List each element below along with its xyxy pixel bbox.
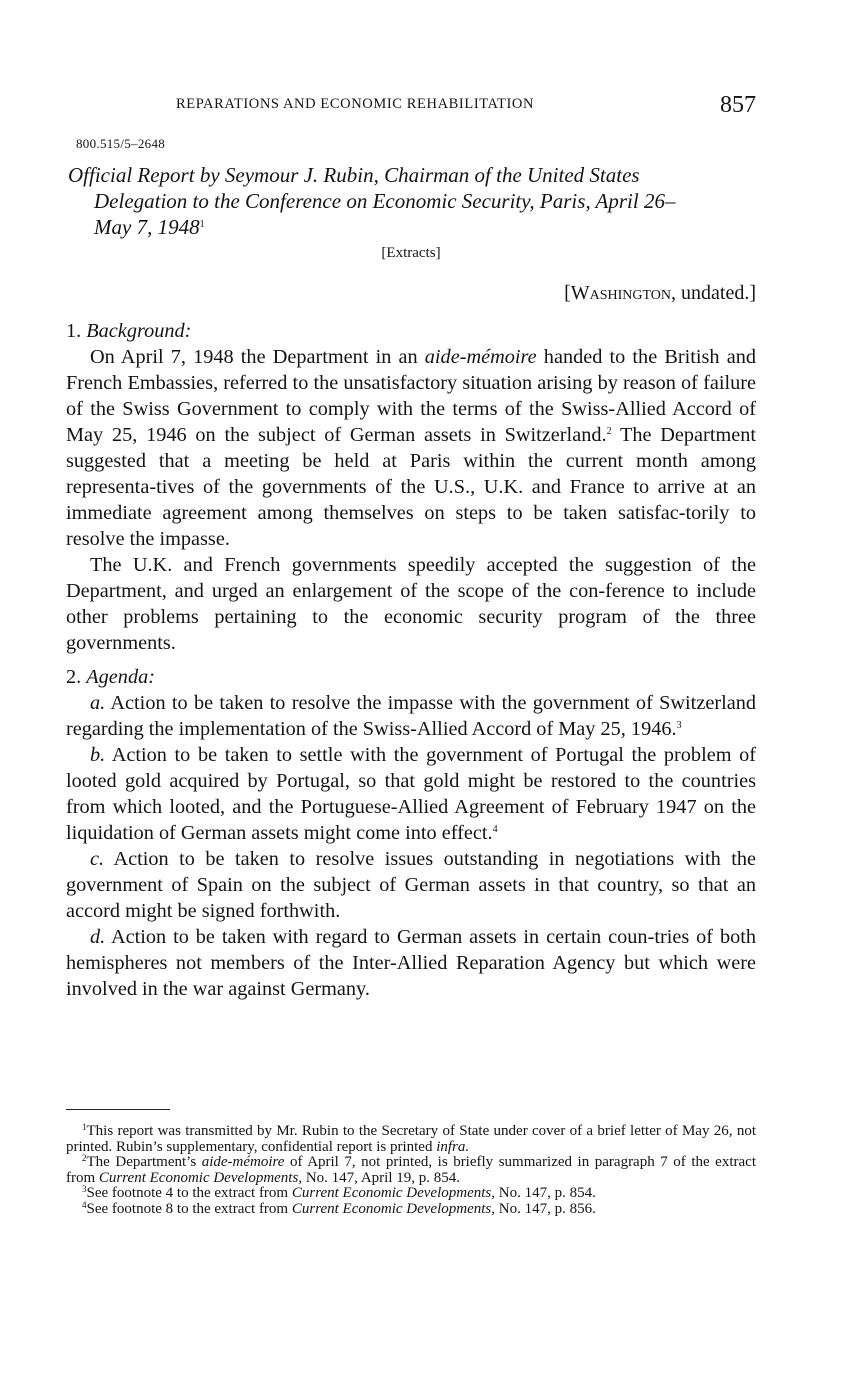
section-2-title: Agenda: xyxy=(86,666,155,688)
title-footnote-ref: 1 xyxy=(199,219,205,230)
agenda-item-c-text: Action to be taken to resolve issues outstanding in negotiations with the government of Spain on the subject of German assets in that country, so that an accord might be signed forthwith. xyxy=(66,848,756,922)
para1-text-a: On April 7, 1948 the Department in an xyxy=(90,346,425,368)
para1-text-c: The Department suggested that a meeting be held at Paris within the current month among representa-tives of the governments of the U.S., U.K. and France to arrive at an immediate agreement among themselves on steps to be taken satisfac-torily to resolve the impasse. xyxy=(66,424,757,550)
file-number: 800.515/5–2648 xyxy=(76,136,166,151)
footnote-2 xyxy=(66,1155,756,1186)
footnote-1 xyxy=(66,1124,756,1155)
running-title: REPARATIONS AND ECONOMIC REHABILITATION xyxy=(176,96,535,112)
section-2-number: 2. xyxy=(66,666,87,688)
agenda-item-b-footnote-ref: 4 xyxy=(492,824,498,835)
para1-footnote-ref: 2 xyxy=(606,426,612,437)
agenda-item-a-text: Action to be taken to resolve the impasse with the government of Switzerland regarding the implementation of the Swiss-Allied Accord of May 25, 1946. xyxy=(66,692,756,740)
section-1-title: Background: xyxy=(86,320,192,342)
footnote-2-italic-1: aide-mémoire xyxy=(201,1154,285,1170)
title-line-3-text: May 7, 1948 xyxy=(94,215,200,239)
agenda-item-b-letter: b. xyxy=(90,744,106,766)
section-1-paragraph-2: The U.K. and French governments speedily accepted the suggestion of the Department, and urged an enlargement of the scope of the con-ference to include other problems pertaining to the economic security program of the three governments. xyxy=(66,554,756,654)
dateline-place: [Washington, xyxy=(564,282,677,304)
page-number: 857 xyxy=(720,92,756,118)
agenda-item-c xyxy=(66,846,756,924)
extracts-label: [Extracts] xyxy=(381,245,441,261)
footnote-2-number: 2 xyxy=(82,1153,87,1163)
footnote-3-italic: Current Economic Developments, xyxy=(291,1185,496,1201)
agenda-item-d-text: Action to be taken with regard to German assets in certain coun-tries of both hemispheres not members of the Inter-Allied Reparation Agency but which were involved in the war against Germany. xyxy=(66,926,756,1000)
para1-italic: aide-mémoire xyxy=(424,346,537,368)
footnote-2-italic-2: Current Economic Developments, xyxy=(98,1169,303,1186)
document-title xyxy=(68,162,758,240)
para1-text-b: handed to the British and French Embassies, referred to the unsatisfactory situation arising by reason of failure of the Swiss Government to comply with the terms of the Swiss-Allied Accord of May 25, 1946 on the subject of German assets in Switzerland. xyxy=(66,346,756,446)
agenda-item-a-letter: a. xyxy=(90,692,106,714)
report-body xyxy=(66,318,756,1002)
agenda-item-b xyxy=(66,742,756,846)
agenda-item-d-letter: d. xyxy=(90,926,106,948)
footnote-4-number: 4 xyxy=(82,1199,87,1210)
section-gap xyxy=(66,656,756,664)
running-head xyxy=(66,92,756,122)
footnote-rule xyxy=(66,1109,170,1110)
footnote-1-number: 1 xyxy=(82,1122,87,1132)
dateline xyxy=(564,282,756,305)
footnote-2-text-c: No. 147, April 19, p. 854. xyxy=(302,1169,460,1186)
agenda-item-b-text: Action to be taken to settle with the government of Portugal the problem of looted gold acquired by Portugal, so that gold might be restored to the countries from which looted, and the Portuguese-Allied Agreement of February 1947 on the liquidation of German assets might come into effect. xyxy=(66,744,756,844)
footnote-2-text-a: The Department’s xyxy=(86,1154,202,1170)
section-1-paragraph-1 xyxy=(66,344,756,552)
footnote-3 xyxy=(66,1186,756,1202)
footnote-4-text-b: No. 147, p. 856. xyxy=(495,1200,596,1217)
section-1-number: 1. xyxy=(66,320,87,342)
title-line-3 xyxy=(68,214,758,240)
agenda-item-a xyxy=(66,690,756,742)
footnote-2-text-b: of April 7, not printed, is briefly summarized in paragraph 7 of the extract from xyxy=(66,1154,756,1186)
footnote-1-text: This report was transmitted by Mr. Rubin to the Secretary of State under cover of a brief letter of May 26, not printed. Rubin’s supplementary, confidential report is printed xyxy=(66,1123,756,1155)
footnote-3-text-b: No. 147, p. 854. xyxy=(495,1185,596,1201)
footnote-1-italic: infra. xyxy=(436,1138,470,1155)
title-line-1: Official Report by Seymour J. Rubin, Chairman of the United States xyxy=(68,163,640,187)
footnote-3-text-a: See footnote 4 to the extract from xyxy=(86,1185,292,1201)
title-line-2: Delegation to the Conference on Economic Security, Paris, April 26– xyxy=(94,189,676,213)
section-1-heading xyxy=(66,318,756,344)
section-2-heading xyxy=(66,664,756,690)
agenda-item-c-letter: c. xyxy=(90,848,105,870)
footnote-3-number: 3 xyxy=(82,1184,87,1194)
agenda-item-a-footnote-ref: 3 xyxy=(676,720,682,731)
footnote-4-italic: Current Economic Developments, xyxy=(291,1200,496,1217)
dateline-rest: undated.] xyxy=(676,282,756,304)
footnote-4-text-a: See footnote 8 to the extract from xyxy=(86,1200,292,1217)
footnote-4 xyxy=(66,1199,756,1218)
footnotes xyxy=(66,1124,756,1217)
agenda-item-d xyxy=(66,924,756,1002)
